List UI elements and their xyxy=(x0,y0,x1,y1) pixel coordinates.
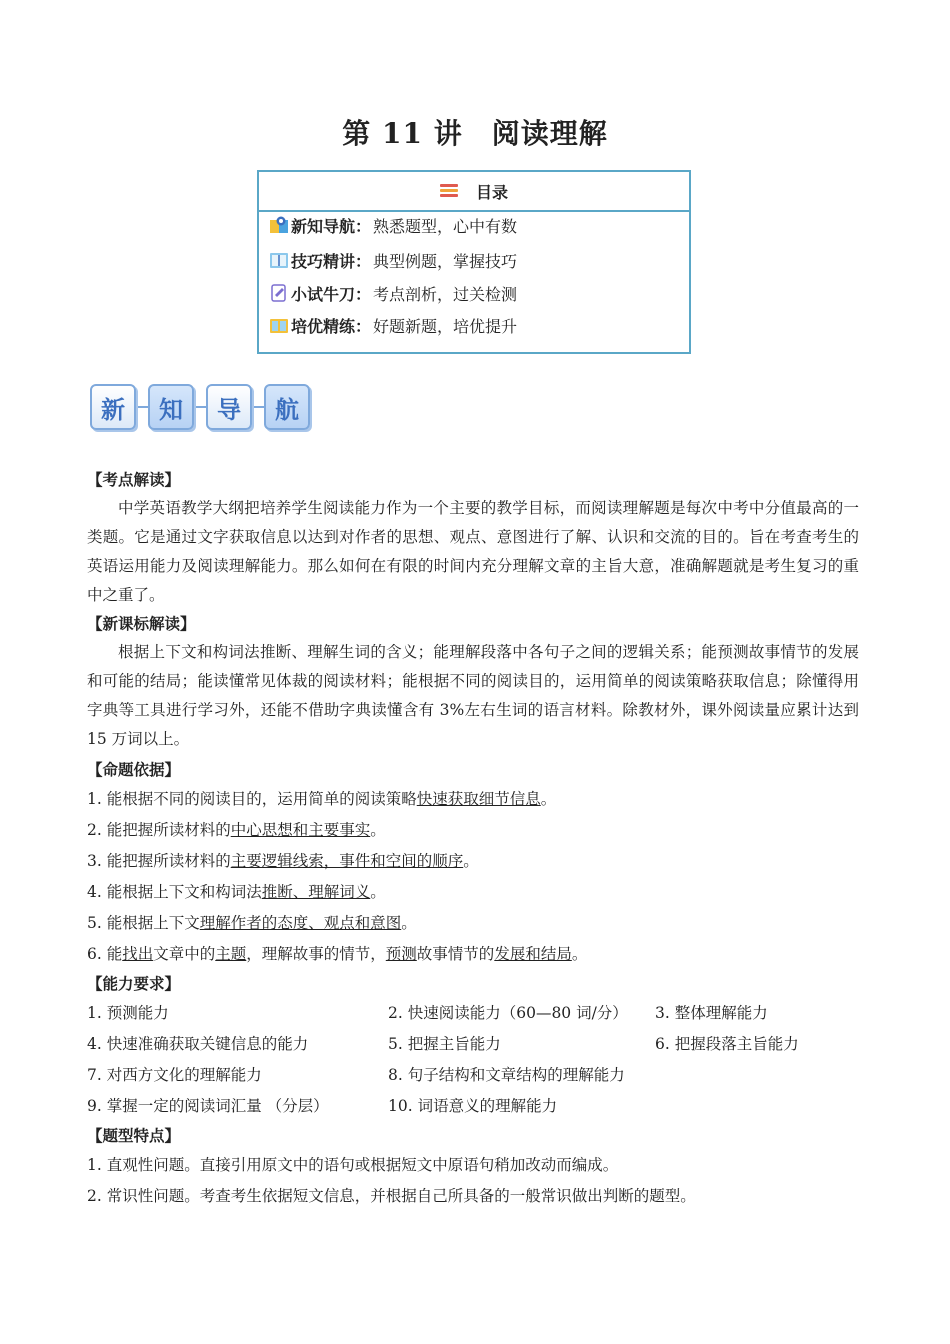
list-icon xyxy=(440,184,458,198)
ability-row: 4. 快速准确获取关键信息的能力 5. 把握主旨能力 6. 把握段落主旨能力 xyxy=(87,1035,799,1053)
edit-icon xyxy=(269,283,289,303)
open-book-icon xyxy=(269,315,289,335)
table-of-contents xyxy=(257,170,691,354)
banner-char: 新 xyxy=(90,384,136,430)
main-content xyxy=(87,466,859,1212)
toc-header xyxy=(259,172,689,212)
ability-row: 9. 掌握一定的阅读词汇量 （分层） 10. 词语意义的理解能力 xyxy=(87,1097,558,1115)
section-heading: 【新课标解读】 xyxy=(87,614,196,633)
map-pin-icon xyxy=(269,215,289,235)
page-title: 第 11 讲 阅读理解 xyxy=(342,117,608,150)
banner-char: 导 xyxy=(206,384,252,430)
list-item: 2. 能把握所读材料的中心思想和主要事实。 xyxy=(87,821,386,839)
list-item: 3. 能把握所读材料的主要逻辑线索，事件和空间的顺序。 xyxy=(87,852,479,870)
banner-char: 航 xyxy=(264,384,310,430)
list-item: 6. 能找出文章中的主题，理解故事的情节，预测故事情节的发展和结局。 xyxy=(87,945,588,963)
section-heading: 【题型特点】 xyxy=(87,1126,181,1145)
toc-title: 目录 xyxy=(475,182,508,202)
list-item: 2. 常识性问题。考查考生依据短文信息，并根据自己所具备的一般常识做出判断的题型。 xyxy=(87,1187,696,1205)
list-item: 1. 能根据不同的阅读目的，运用简单的阅读策略快速获取细节信息。 xyxy=(87,790,557,808)
toc-item-jiqiao[interactable]: 技巧精讲： 典型例题，掌握技巧 xyxy=(269,249,517,271)
paragraph: 根据上下文和构词法推断、理解生词的含义；能理解段落中各句子之间的逻辑关系；能预测故事情节的发展和可能的结局；能读懂常见体裁的阅读材料；能根据不同的阅读目的，运用简单的阅读策略获取信息；除懂得用字典等工具进行学习外，还能不借助字典读懂含有 3%左右生词的语言材料。除教材外，课外阅读量应累计达到 15 万词以上。 xyxy=(87,643,859,748)
section-banner-xinzhi xyxy=(90,380,320,436)
list-item: 1. 直观性问题。直接引用原文中的语句或根据短文中原语句稍加改动而编成。 xyxy=(87,1156,619,1174)
section-heading: 【命题依据】 xyxy=(87,760,181,779)
section-heading: 【能力要求】 xyxy=(87,974,181,993)
book-icon xyxy=(269,250,289,270)
list-item: 5. 能根据上下文理解作者的态度、观点和意图。 xyxy=(87,914,417,932)
ability-row: 1. 预测能力 2. 快速阅读能力（60—80 词/分） 3. 整体理解能力 xyxy=(87,1004,768,1022)
paragraph: 中学英语教学大纲把培养学生阅读能力作为一个主要的教学目标，而阅读理解题是每次中考中分值最高的一类题。它是通过文字获取信息以达到对作者的思想、观点、意图进行了解、认识和交流的目的。旨在考查考生的英语运用能力及阅读理解能力。那么如何在有限的时间内充分理解文章的主旨大意，准确解题就是考生复习的重中之重了。 xyxy=(87,499,859,604)
toc-item-xiaoshi[interactable]: 小试牛刀： 考点剖析，过关检测 xyxy=(269,282,517,304)
banner-char: 知 xyxy=(148,384,194,430)
ability-row: 7. 对西方文化的理解能力 8. 句子结构和文章结构的理解能力 xyxy=(87,1066,625,1084)
toc-item-xinzhi[interactable]: 新知导航： 熟悉题型，心中有数 xyxy=(269,214,517,236)
list-item: 4. 能根据上下文和构词法推断、理解词义。 xyxy=(87,883,386,901)
toc-item-peiyou[interactable]: 培优精练： 好题新题，培优提升 xyxy=(269,314,517,336)
section-heading: 【考点解读】 xyxy=(87,470,181,489)
